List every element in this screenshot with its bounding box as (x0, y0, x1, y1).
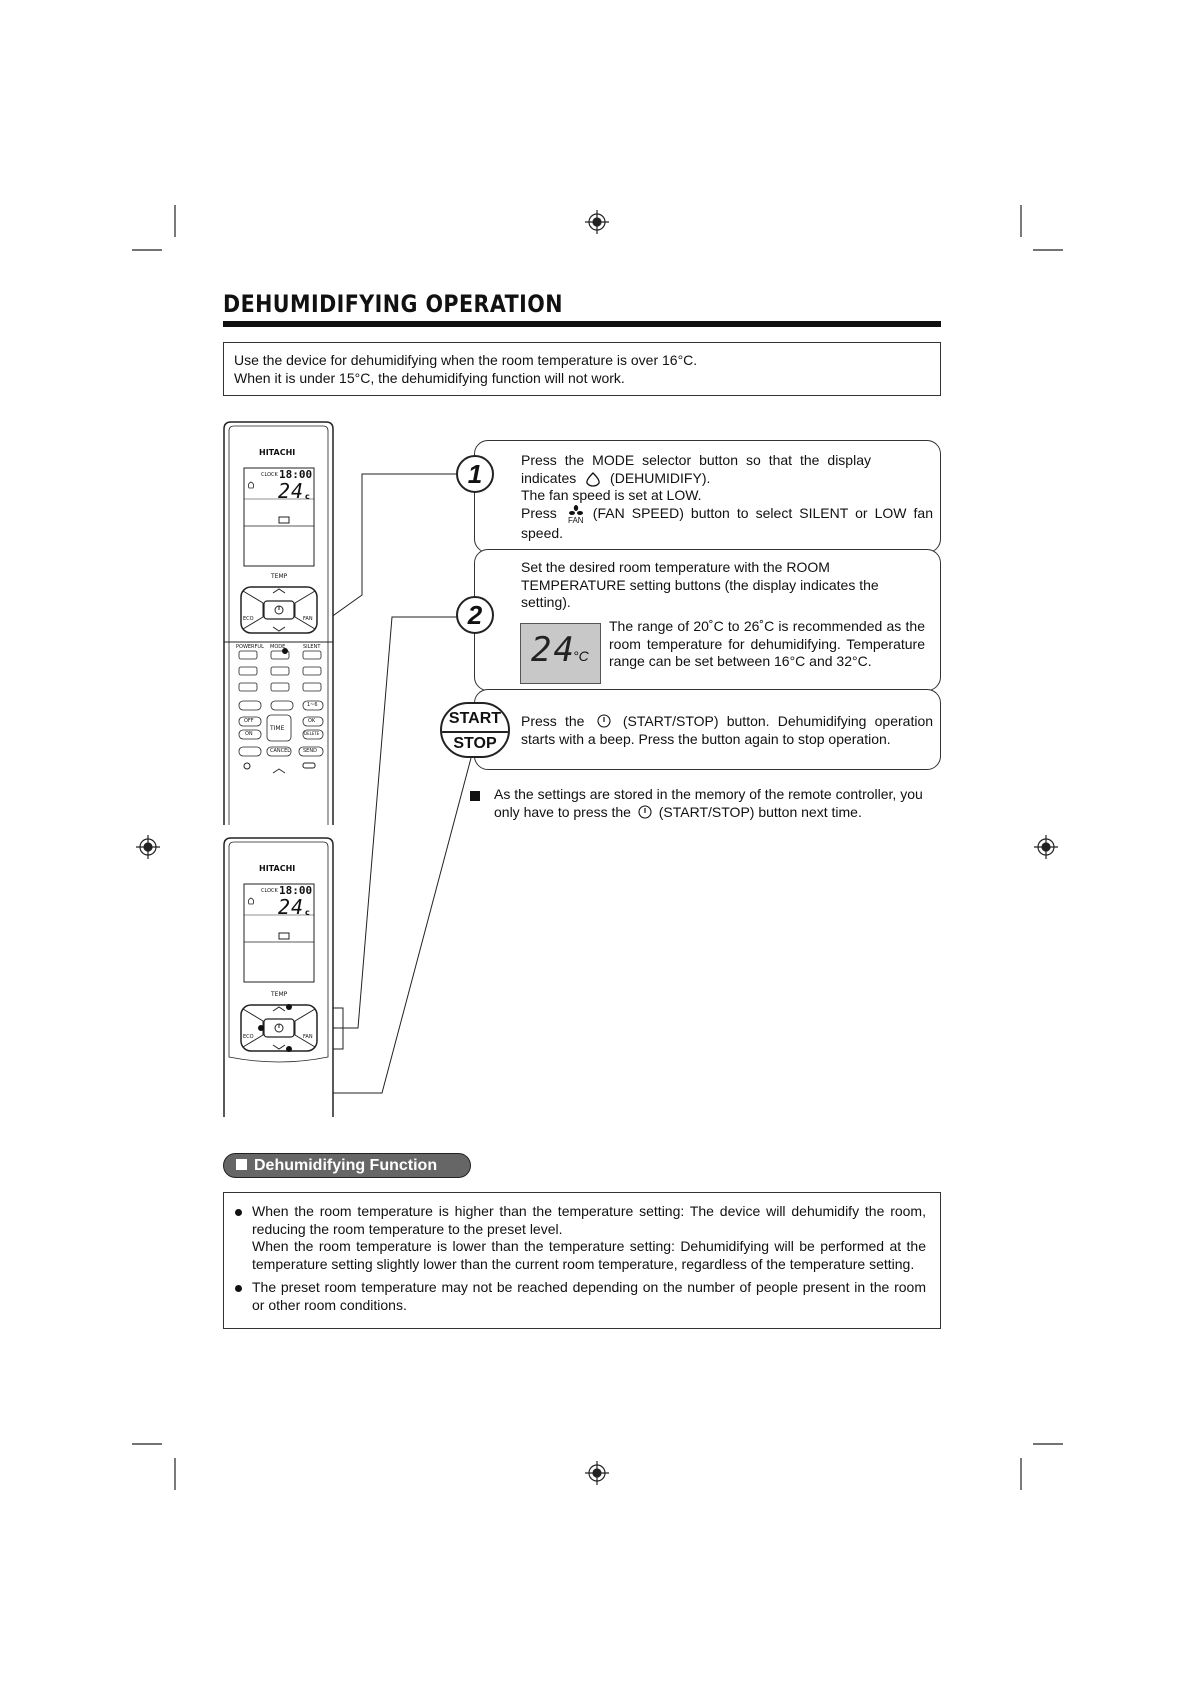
lcd-unit: °C (573, 648, 589, 664)
function-item-1-p1: When the room temperature is higher than the temperature setting: The device will dehumidify the room, reducing the room temperature to the preset level. (252, 1203, 926, 1237)
remote-1-temp-label: TEMP (271, 573, 288, 580)
remote-1-delete-label: DELETE (304, 731, 320, 736)
remote-1-range-label: 1~6 (307, 702, 318, 708)
remote-1-time-label: TIME (270, 725, 285, 732)
remote-2-temp-label: TEMP (271, 991, 288, 998)
function-item-1-p2: When the room temperature is lower than the temperature setting: Dehumidifying will be performed at the temperature setting slightly lower than the current room temperature, regardless of the temperature setting. (252, 1238, 926, 1272)
remote-1-clock-time: 18:00 (279, 468, 313, 481)
step-1-line-4a: Press (521, 504, 557, 521)
remote-2-fan-label: FAN (303, 1034, 313, 1040)
memory-note-text-a: As the settings are stored in the memory of the remote controller, you only have to press the (494, 786, 923, 820)
step-1-line-3: The fan speed is set at LOW. (521, 487, 702, 503)
remote-1-temp-display: 24 (278, 479, 305, 503)
function-item-2 (252, 1279, 926, 1314)
remote-1-mode-label[interactable]: MODE (270, 644, 286, 650)
page-title: DEHUMIDIFYING OPERATION (223, 290, 563, 318)
start-label: START (448, 710, 502, 727)
start-stop-icon (596, 714, 612, 728)
step-1-line-2a: indicates (521, 469, 577, 486)
remote-2-clock-label: CLOCK (261, 888, 278, 894)
intro-line-2: When it is under 15°C, the dehumidifying function will not work. (234, 370, 625, 386)
step-2-text: Set the desired room temperature with the ROOM TEMPERATURE setting buttons (the display indicates the setting). (521, 559, 879, 610)
step-3-text-b: (START/STOP) button. Dehumidifying operation starts with a beep. Press the button again to stop operation. (521, 713, 934, 747)
remote-controller-2 (223, 837, 334, 1117)
step-1-line-5: speed. (521, 524, 564, 541)
memory-note (470, 786, 933, 821)
remote-2-clock-time: 18:00 (279, 884, 313, 897)
function-heading-text: Dehumidifying Function (254, 1157, 438, 1174)
remote-1-cancel-label: CANCEL (270, 748, 291, 754)
bullet-dot (235, 1209, 242, 1216)
heading-square-icon (236, 1159, 247, 1170)
step-1-text (521, 452, 933, 542)
step-3-text (521, 713, 933, 748)
memory-note-text-b: (START/STOP) button next time. (658, 803, 862, 820)
remote-1-send-label: SEND (303, 748, 317, 754)
step-3-text-a: Press the (521, 713, 585, 729)
note-bullet (470, 791, 480, 801)
remote-1-temp-unit: c (305, 492, 310, 501)
remote-2-body (223, 837, 334, 1117)
fan-speed-icon (565, 505, 587, 525)
dehumidify-drop-icon (582, 471, 604, 487)
remote-1-clock-label: CLOCK (261, 472, 278, 478)
function-box (223, 1192, 941, 1329)
temperature-lcd (520, 623, 601, 684)
remote-1-off-label: OFF (244, 718, 254, 724)
step-1-number: 1 (456, 455, 494, 493)
lcd-value: 24 (531, 630, 576, 670)
remote-1-silent-label: SILENT (303, 644, 321, 650)
step-1-line-2b: (DEHUMIDIFY). (610, 469, 711, 486)
step-2-range-text: The range of 20˚C to 26˚C is recommended as the room temperature for dehumidifying. Temperature range can be set between 16°C and 32°C. (609, 618, 925, 669)
step-1-line-4b: (FAN SPEED) button to select SILENT or LOW fan (592, 504, 933, 521)
intro-line-1: Use the device for dehumidifying when the room temperature is over 16°C. (234, 352, 698, 368)
remote-2-brand: HITACHI (259, 864, 296, 873)
step-1-line-4 (521, 505, 933, 525)
remote-2-temp-unit: c (305, 908, 310, 917)
fan-speed-caption: FAN (568, 515, 584, 525)
step-2-number: 2 (456, 596, 494, 634)
remote-1-powerful-label: POWERFUL (236, 644, 264, 650)
remote-controller-1 (223, 421, 334, 825)
start-stop-icon (637, 805, 653, 819)
remote-1-ok-label: OK (308, 718, 316, 724)
function-item-1 (252, 1203, 926, 1273)
function-heading (223, 1153, 471, 1178)
bullet-dot (235, 1285, 242, 1292)
start-stop-badge (440, 702, 510, 758)
remote-2-eco-label: ECO (243, 1034, 254, 1040)
remote-1-brand: HITACHI (259, 448, 296, 457)
remote-2-temp-display: 24 (278, 895, 305, 919)
remote-1-on-label: ON (245, 731, 253, 737)
start-stop-divider (442, 731, 508, 733)
function-item-2-text: The preset room temperature may not be reached depending on the number of people present in the room or other room conditions. (252, 1279, 926, 1313)
memory-note-text (494, 786, 933, 821)
step-1-line-2 (521, 470, 933, 488)
remote-1-fan-label: FAN (303, 616, 313, 622)
step-1-line-1: Press the MODE selector button so that the display (521, 452, 871, 468)
remote-1-eco-label: ECO (243, 616, 254, 622)
stop-label: STOP (453, 735, 497, 752)
